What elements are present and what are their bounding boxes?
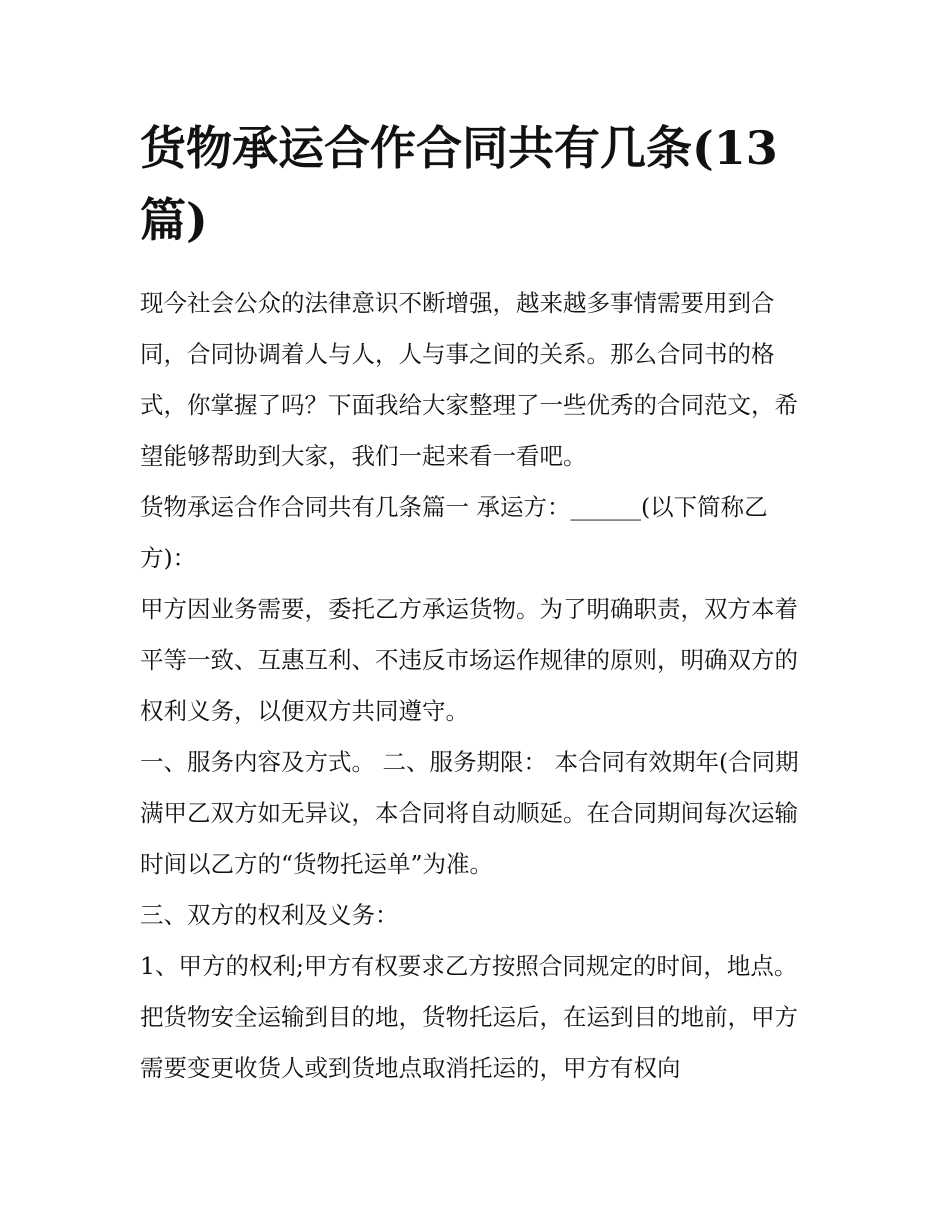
intro-paragraph: 现今社会公众的法律意识不断增强，越来越多事情需要用到合同，合同协调着人与人，人与事之间的关系。那么合同书的格式，你掌握了吗？下面我给大家整理了一些优秀的合同范文，希望能够帮助到大家，我们一起来看一看吧。 [140, 289, 798, 470]
contract-heading-paragraph: 货物承运合作合同共有几条篇一 承运方：______(以下简称乙方)： [140, 493, 768, 572]
purpose-paragraph: 甲方因业务需要，委托乙方承运货物。为了明确职责，双方本着平等一致、互惠互利、不违反市场运作规律的原则，明确双方的权利义务，以便双方共同遵守。 [140, 595, 798, 725]
document-title: 货物承运合作合同共有几条(13篇) [140, 121, 778, 247]
service-terms-paragraph: 一、服务内容及方式。 二、服务期限： 本合同有效期年(合同期满甲乙双方如无异议，本合同将自动顺延。在合同期间每次运输时间以乙方的“货物托运单”为准。 [140, 748, 799, 878]
document-page [140, 112, 812, 1094]
rights-heading-paragraph: 三、双方的权利及义务： [140, 901, 399, 929]
party-a-rights-paragraph: 1、甲方的权利;甲方有权要求乙方按照合同规定的时间，地点。把货物安全运输到目的地，货物托运后，在运到目的地前，甲方需要变更收货人或到货地点取消托运的，甲方有权向 [140, 952, 798, 1082]
